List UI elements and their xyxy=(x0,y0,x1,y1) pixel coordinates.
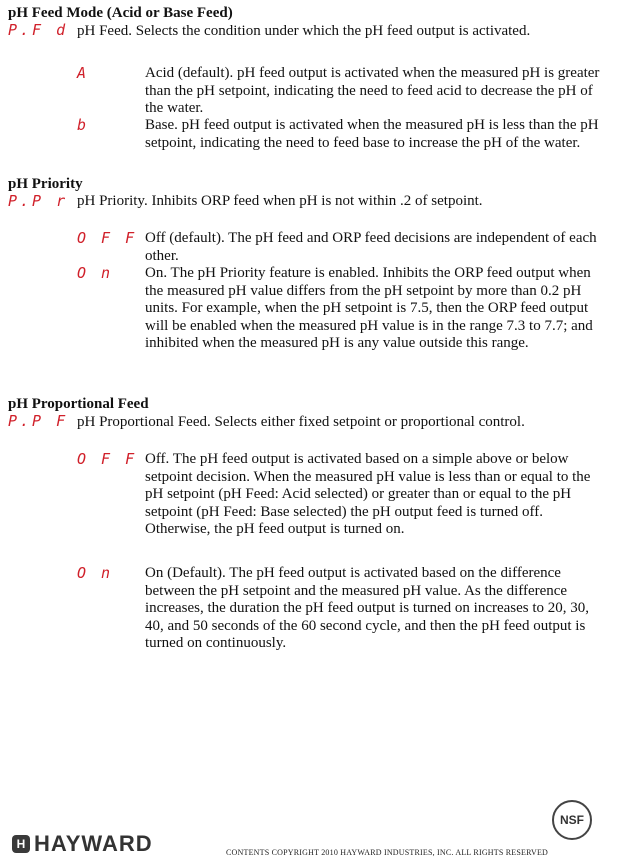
section-description: pH Proportional Feed. Selects either fixed setpoint or proportional control. xyxy=(77,414,525,430)
option-code-on: O n xyxy=(77,264,114,282)
option-text-on: On (Default). The pH feed output is activated based on the difference between the pH setpoint and the measured pH value. As the difference increases, the duration the pH feed output is turned on increases to 20, 30, 40, and 50 seconds of the 60 second cycle, and then the pH feed output is turned on continuously. xyxy=(145,565,590,652)
section-title-ph-priority: pH Priority xyxy=(8,176,83,192)
option-text-off: Off (default). The pH feed and ORP feed decisions are independent of each other. xyxy=(145,230,597,264)
option-code-off: O F F xyxy=(77,450,138,468)
option-code-acid: A xyxy=(77,64,90,82)
hayward-logo xyxy=(12,833,153,855)
hayward-logo-text: HAYWARD xyxy=(34,831,153,856)
copyright-notice: CONTENTS COPYRIGHT 2010 HAYWARD INDUSTRIES, INC. ALL RIGHTS RESERVED xyxy=(226,848,549,857)
option-text-acid: Acid (default). pH feed output is activated when the measured pH is greater than the pH setpoint, indicating the need to feed acid to decrease the pH of the water. xyxy=(145,65,600,117)
display-code-ppf: P.P F xyxy=(8,412,69,430)
nsf-certification-badge: NSF xyxy=(552,800,592,840)
display-code-pfd: P.F d xyxy=(8,21,69,39)
display-code-ppr: P.P r xyxy=(8,192,69,210)
section-title-ph-proportional-feed: pH Proportional Feed xyxy=(8,396,149,412)
option-code-base: b xyxy=(77,116,90,134)
option-text-base: Base. pH feed output is activated when the measured pH is less than the pH setpoint, indicating the need to feed base to increase the pH of the water. xyxy=(145,117,599,151)
option-code-on: O n xyxy=(77,564,114,582)
hayward-logo-icon: H xyxy=(12,835,30,853)
section-description: pH Feed. Selects the condition under which the pH feed output is activated. xyxy=(77,23,531,39)
section-description: pH Priority. Inhibits ORP feed when pH is not within .2 of setpoint. xyxy=(77,193,483,209)
option-text-on: On. The pH Priority feature is enabled. Inhibits the ORP feed output when the measured pH value differs from the pH setpoint by more than 0.2 pH units. For example, when the pH setpoint is 7.5, then the ORP feed output will be enabled when the measured pH value is in the range 7.3 to 7.7; and inhibited when the measured pH is any value outside this range. xyxy=(145,265,593,352)
option-text-off: Off. The pH feed output is activated based on a simple above or below setpoint decision. When the measured pH value is less than or equal to the pH setpoint (pH Feed: Acid selected) or greater than or equal to the pH setpoint (pH Feed: Base selected) the pH output feed is turned off. Otherwise, the pH feed output is turned on. xyxy=(145,451,591,538)
option-code-off: O F F xyxy=(77,229,138,247)
section-title-ph-feed-mode: pH Feed Mode (Acid or Base Feed) xyxy=(8,5,233,21)
